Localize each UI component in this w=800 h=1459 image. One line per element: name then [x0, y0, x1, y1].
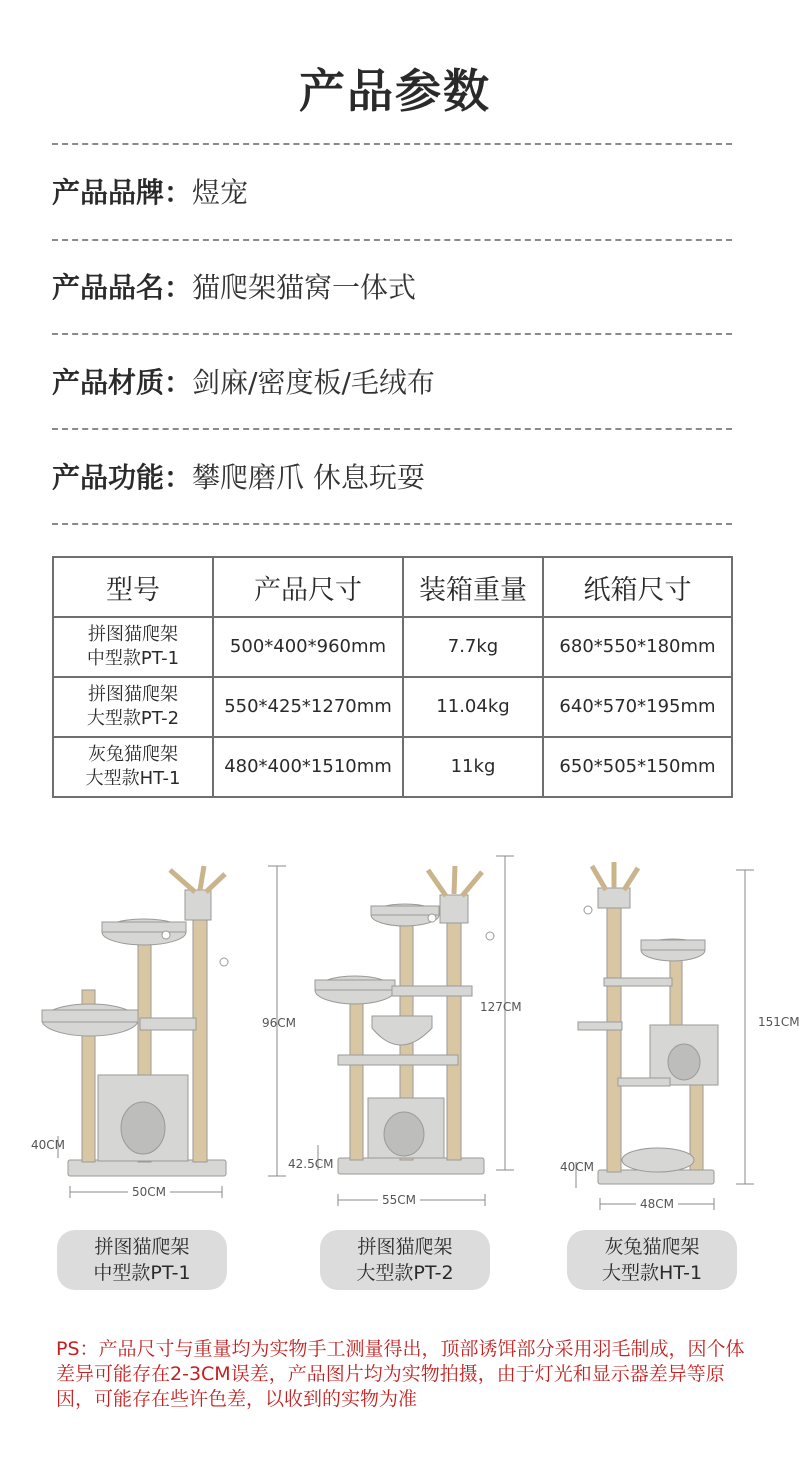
cell-box: 650*505*150mm [543, 737, 732, 797]
width-label: 55CM [378, 1193, 420, 1207]
table-row [53, 677, 732, 737]
depth-label: 40CM [31, 1138, 66, 1152]
product-name-pill [567, 1230, 737, 1290]
params-table [52, 556, 733, 798]
divider [52, 523, 732, 525]
spec-key: 产品材质： [52, 366, 193, 399]
width-label: 48CM [636, 1197, 678, 1211]
divider [52, 333, 732, 335]
spec-value: 猫爬架猫窝一体式 [192, 271, 417, 304]
cat-trees-svg [0, 840, 790, 1220]
spec-product-name [52, 271, 732, 305]
height-label: 127CM [480, 1000, 522, 1014]
table-header: 产品尺寸 [213, 557, 403, 617]
spec-value: 剑麻/密度板/毛绒布 [192, 366, 435, 399]
product-name-pill [320, 1230, 490, 1290]
spec-value: 攀爬磨爪 休息玩耍 [192, 461, 425, 494]
height-label: 151CM [758, 1015, 800, 1029]
cell-weight: 11kg [403, 737, 543, 797]
table-header: 纸箱尺寸 [543, 557, 732, 617]
depth-label: 40CM [560, 1160, 595, 1174]
product-name-pill [57, 1230, 227, 1290]
cat-tree-pt2 [315, 866, 494, 1174]
table-header: 装箱重量 [403, 557, 543, 617]
product-line1: 拼图猫爬架 [357, 1236, 453, 1258]
product-illustrations [0, 840, 800, 1220]
disclaimer-note: PS：产品尺寸与重量均为实物手工测量得出，顶部诱饵部分采用羽毛制成，因个体差异可能存在2-3CM误差，产品图片均为实物拍摄，由于灯光和显示器差异等原因，可能存在些许色差，以收到的实物为准 [56, 1338, 745, 1410]
cell-model: 拼图猫爬架 大型款PT-2 [53, 677, 213, 737]
product-line1: 拼图猫爬架 [94, 1236, 190, 1258]
spec-value: 煜宠 [192, 176, 249, 209]
product-line1: 灰兔猫爬架 [604, 1236, 700, 1258]
spec-function [52, 461, 732, 495]
product-line2: 大型款HT-1 [601, 1262, 703, 1284]
depth-label: 42.5CM [288, 1157, 334, 1171]
cell-model: 灰兔猫爬架 大型款HT-1 [53, 737, 213, 797]
spec-key: 产品品牌： [52, 176, 193, 209]
cell-box: 680*550*180mm [543, 617, 732, 677]
cell-weight: 7.7kg [403, 617, 543, 677]
cell-size: 550*425*1270mm [213, 677, 403, 737]
table-header-row [53, 557, 732, 617]
cell-weight: 11.04kg [403, 677, 543, 737]
divider [52, 239, 732, 241]
cell-size: 480*400*1510mm [213, 737, 403, 797]
height-label: 96CM [262, 1016, 297, 1030]
cell-size: 500*400*960mm [213, 617, 403, 677]
spec-brand [52, 176, 732, 210]
cell-model: 拼图猫爬架 中型款PT-1 [53, 617, 213, 677]
table-row [53, 737, 732, 797]
spec-key: 产品品名： [52, 271, 193, 304]
cat-tree-pt1 [42, 866, 228, 1176]
spec-key: 产品功能： [52, 461, 193, 494]
page-title: 产品参数 [299, 64, 491, 118]
cell-box: 640*570*195mm [543, 677, 732, 737]
table-row [53, 617, 732, 677]
product-line2: 大型款PT-2 [356, 1262, 454, 1284]
spec-material [52, 366, 732, 400]
divider [52, 143, 732, 145]
product-line2: 中型款PT-1 [93, 1262, 191, 1284]
width-label: 50CM [128, 1185, 170, 1199]
divider [52, 428, 732, 430]
cat-tree-ht1 [578, 862, 718, 1184]
table-header: 型号 [53, 557, 213, 617]
